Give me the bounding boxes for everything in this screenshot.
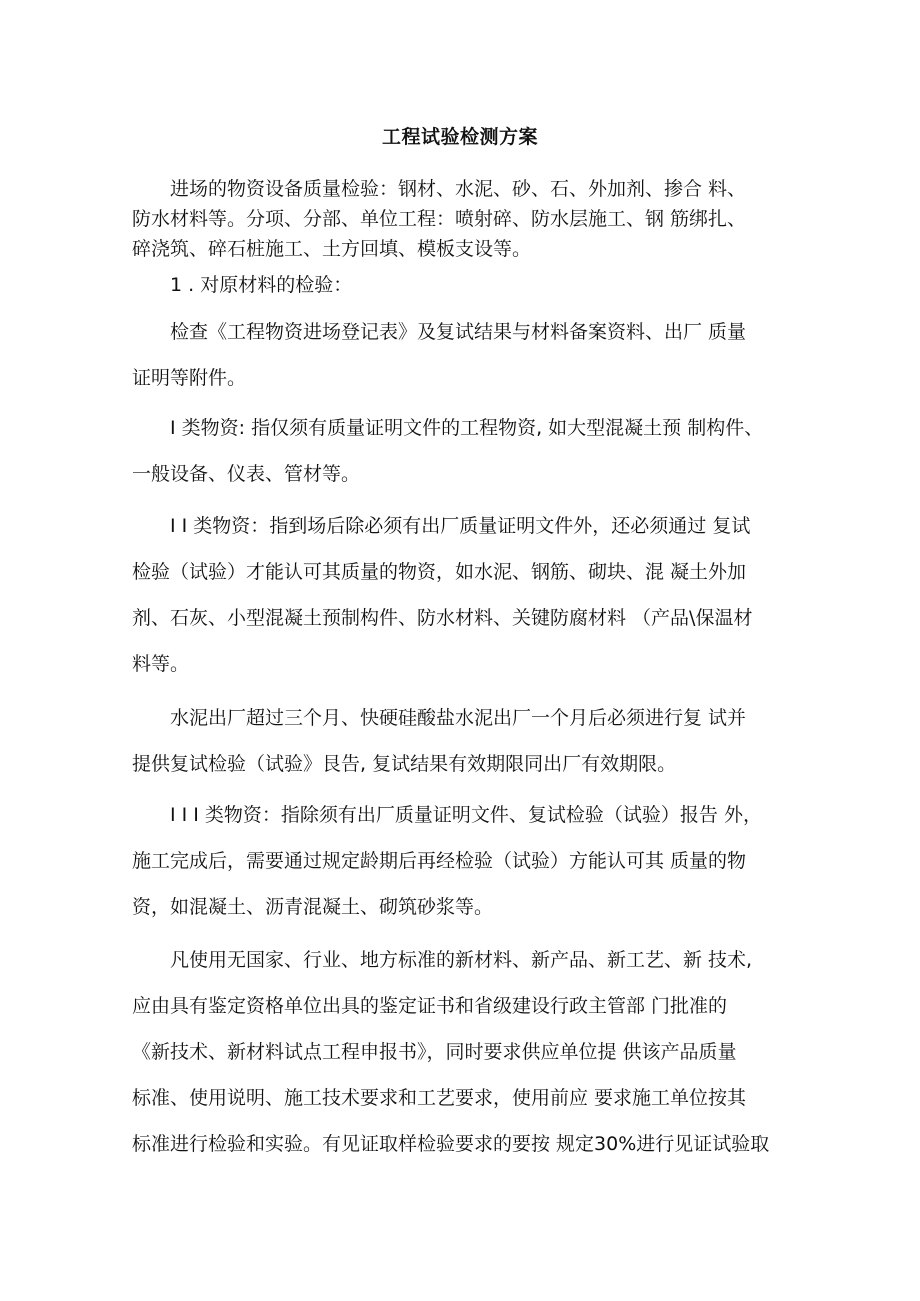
document-title: 工程试验检测方案 [381, 126, 538, 148]
text-line: 碎浇筑、碎石桩施工、土方回填、模板支设等。 [132, 238, 532, 260]
text-line: I 类物资: 指仅须有质量证明文件的工程物资, 如大型混凝土预 制构件、 [170, 417, 764, 439]
text-line: I I 类物资：指到场后除必须有出厂质量证明文件外，还必须通过 复试 [170, 515, 751, 537]
text-line: 施工完成后，需要通过规定龄期后再经检验（试验）方能认可其 质量的物 [132, 850, 747, 872]
paragraph-class-2-materials [132, 503, 802, 687]
text-line: I I I 类物资：指除须有出厂质量证明文件、复试检验（试验）报告 外， [170, 804, 762, 826]
section-heading: 1 . 对原材料的检验： [170, 274, 353, 296]
text-line: 料等。 [132, 653, 190, 675]
text-line: 检查《工程物资进场登记表》及复试结果与材料备案资料、出厂 质量 [170, 321, 747, 343]
text-line: 标准进行检验和实验。有见证取样检验要求的要按 规定30%进行见证试验取 [132, 1133, 770, 1155]
text-line: 防水材料等。分项、分部、单位工程：喷射碎、防水层施工、钢 筋绑扎、 [132, 208, 747, 230]
paragraph-cement-retest [132, 695, 802, 787]
text-line: 标准、使用说明、施工技术要求和工艺要求，使用前应 要求施工单位按其 [132, 1087, 747, 1109]
paragraph-materials-intro [132, 174, 802, 264]
text-line: 进场的物资设备质量检验：钢材、水泥、砂、石、外加剂、掺合 料、 [170, 178, 747, 200]
text-line: 检验（试验）才能认可其质量的物资，如水泥、钢筋、砌块、混 凝土外加 [132, 561, 747, 583]
text-line: 证明等附件。 [132, 367, 247, 389]
paragraph-class-3-materials [132, 792, 802, 930]
text-line: 剂、石灰、小型混凝土预制构件、防水材料、关键防腐材料 （产品\保温材 [132, 607, 753, 629]
text-line: 凡使用无国家、行业、地方标准的新材料、新产品、新工艺、新 技术, [170, 949, 753, 971]
text-line: 资，如混凝土、沥青混凝土、砌筑砂浆等。 [132, 896, 494, 918]
paragraph-inspection-check [132, 309, 802, 401]
text-line: 应由具有鉴定资格单位出具的鉴定证书和省级建设行政主管部 门批准的 [132, 995, 728, 1017]
text-line: 一般设备、仪表、管材等。 [132, 463, 361, 485]
paragraph-class-1-materials [132, 405, 802, 497]
text-line: 水泥出厂超过三个月、快硬硅酸盐水泥出厂一个月后必须进行复 试并 [170, 707, 747, 729]
text-line: 《新技术、新材料试点工程申报书》，同时要求供应单位提 供该产品质量 [132, 1041, 737, 1063]
paragraph-raw-material-heading [132, 270, 802, 300]
text-line: 提供复试检验（试验》艮告, 复试结果有效期限同出厂有效期限。 [132, 753, 677, 775]
paragraph-new-materials [132, 937, 802, 1167]
